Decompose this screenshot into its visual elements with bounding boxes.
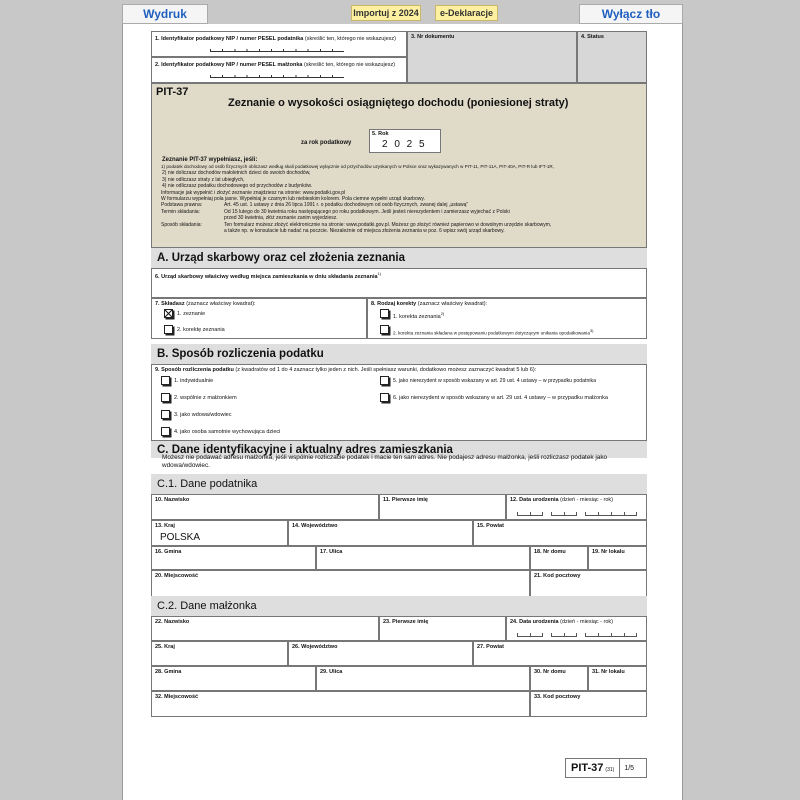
- nip-spouse-digit-line: [210, 75, 344, 78]
- footer-version: (31): [605, 767, 615, 773]
- f22-label: 22. Nazwisko: [155, 619, 190, 625]
- f30-label: 30. Nr domu: [534, 669, 566, 675]
- f24-label: 24. Data urodzenia: [510, 619, 559, 625]
- voivodeship-field[interactable]: [288, 520, 473, 546]
- spouse-house-number-field[interactable]: [530, 666, 588, 691]
- year-field[interactable]: [369, 129, 441, 153]
- checkbox-widow[interactable]: [161, 410, 170, 419]
- e-deklaracje-button[interactable]: e-Deklaracje: [435, 5, 498, 21]
- year-label: 5. Rok: [372, 131, 389, 137]
- section-c2-header: C.2. Dane małżonka: [151, 596, 647, 616]
- info-text: Informacje jak wypełnić i złożyć zeznanie znajdziesz na stronie: www.podatki.gov.pl: [161, 189, 346, 196]
- option-widow-label: 3. jako wdowa/wdowiec: [174, 412, 232, 418]
- nip-digit-line: [210, 49, 344, 52]
- f27-label: 27. Powiat: [477, 644, 504, 650]
- spouse-apartment-number-field[interactable]: [588, 666, 647, 691]
- background-toggle-button[interactable]: Wyłącz tło: [579, 4, 683, 24]
- conditions-list: [161, 164, 645, 234]
- spouse-county-field[interactable]: [473, 641, 647, 666]
- footer-code-box: [565, 758, 647, 778]
- house-number-field[interactable]: [530, 546, 588, 570]
- f13-label: 13. Kraj: [155, 523, 175, 529]
- legal-text: Art. 45 ust. 1 ustawy z dnia 26 lipca 1991 r. o podatku dochodowym od osób fizycznych, zwanej dalej „ustawą”: [224, 202, 469, 209]
- footer-form-code: PIT-37: [571, 762, 604, 774]
- spouse-country-field[interactable]: [151, 641, 288, 666]
- spouse-surname-field[interactable]: [151, 616, 379, 641]
- option-korekta-label: 2. korektę zeznania: [177, 327, 225, 333]
- f25-label: 25. Kraj: [155, 644, 175, 650]
- option-zeznanie-label: 1. zeznanie: [177, 311, 206, 317]
- submission-type-field: [151, 298, 367, 339]
- country-field[interactable]: [151, 520, 288, 546]
- f15-label: 15. Powiat: [477, 523, 504, 529]
- f4-label: 4. Status: [581, 34, 604, 40]
- deadline-text-cont: przed 30 kwietnia, złóż zeznanie zanim wyjedziesz.: [224, 215, 338, 222]
- spouse-birth-date-field[interactable]: [506, 616, 647, 641]
- spouse-birth-day-box: [517, 633, 543, 637]
- birth-date-field[interactable]: [506, 494, 647, 520]
- spouse-first-name-field[interactable]: [379, 616, 506, 641]
- f1-note: (skreślić ten, którego nie wskazujesz): [304, 36, 396, 42]
- option-nonresident-taxpayer-label: 5. jako nierezydent w sposób wskazany w art. 29 ust. 4 ustawy – w przypadku podatnika: [393, 378, 596, 384]
- f7-label: 7. Składasz: [155, 301, 185, 307]
- status-field: [577, 31, 647, 83]
- f2-sublabel: / numer PESEL małżonka: [236, 62, 303, 68]
- print-button[interactable]: Wydruk: [122, 4, 208, 24]
- condition-item: 1) podatek dochodowy od osób fizycznych obliczasz według skali podatkowej wyłącznie od przychodów uzyskanych w Polsce oraz wykazywanych w PIT-11, PIT-11A, PIT-40A, PIT-R lub IFT-1R,: [161, 164, 555, 169]
- checkbox-single-parent[interactable]: [161, 427, 170, 436]
- f28-label: 28. Gmina: [155, 669, 182, 675]
- intro-heading: Zeznanie PIT-37 wypełniasz, jeśli:: [162, 157, 258, 163]
- f14-label: 14. Województwo: [292, 523, 338, 529]
- f18-label: 18. Nr domu: [534, 549, 566, 555]
- first-name-field[interactable]: [379, 494, 506, 520]
- spouse-city-field[interactable]: [151, 691, 530, 717]
- f6-footnote: 1): [377, 271, 382, 276]
- f8-opt2-footnote: 3): [589, 328, 594, 333]
- street-field[interactable]: [316, 546, 530, 570]
- tax-office-field[interactable]: [151, 268, 647, 298]
- section-a-header: A. Urząd skarbowy oraz cel złożenia zeznania: [151, 248, 647, 268]
- option-jointly-label: 2. wspólnie z małżonkiem: [174, 395, 237, 401]
- f6-label: 6. Urząd skarbowy właściwy według miejsca zamieszkania w dniu składania zeznania: [155, 273, 378, 280]
- option-korekta-zeznania-label: 1. korekta zeznania$^{2)}$: [393, 311, 445, 320]
- city-field[interactable]: [151, 570, 530, 598]
- f3-label: 3. Nr dokumentu: [411, 34, 455, 40]
- option-nonresident-spouse-label: 6. jako nierezydent w sposób wskazany w art. 29 ust. 4 ustawy – w przypadku małżonka: [393, 395, 608, 401]
- form-title: Zeznanie o wysokości osiągniętego dochodu (poniesionej straty): [228, 97, 569, 109]
- municipality-field[interactable]: [151, 546, 316, 570]
- section-b-header: B. Sposób rozliczenia podatku: [151, 344, 647, 364]
- f19-label: 19. Nr lokalu: [592, 549, 625, 555]
- f17-label: 17. Ulica: [320, 549, 343, 555]
- footer-page-number: 1/5: [624, 764, 635, 772]
- f16-label: 16. Gmina: [155, 549, 182, 555]
- option-individually-label: 1. indywidualnie: [174, 378, 214, 384]
- nip-pesel-spouse-field[interactable]: [151, 57, 407, 83]
- title-block: [151, 83, 647, 248]
- condition-item: 4) nie odliczasz podatku dochodowego od przychodów z budynków.: [162, 183, 313, 190]
- f31-label: 31. Nr lokalu: [592, 669, 625, 675]
- f8-note: (zaznacz właściwy kwadrat):: [417, 301, 488, 307]
- condition-item: 3) nie odliczasz straty z lat ubiegłych,: [162, 176, 245, 183]
- settlement-method-field: [151, 364, 647, 441]
- f29-label: 29. Ulica: [320, 669, 343, 675]
- f21-label: 21. Kod pocztowy: [534, 573, 581, 579]
- postal-code-field[interactable]: [530, 570, 647, 598]
- deadline-text: Od 15 lutego do 30 kwietnia roku następującego po roku podatkowym. Jeśli jesteś nierezydentem i zamierzasz wyjechać z Polski: [224, 208, 510, 215]
- f12-label: 12. Data urodzenia: [510, 497, 559, 503]
- checkbox-korekta-unikanie[interactable]: [380, 325, 389, 334]
- f8-label: 8. Rodzaj korekty: [371, 301, 417, 307]
- checkbox-nonresident-spouse[interactable]: [380, 393, 389, 402]
- year-value: 2 0 2 5: [382, 139, 427, 150]
- f11-label: 11. Pierwsze imię: [383, 497, 428, 503]
- import-button[interactable]: Importuj z 2024: [351, 5, 421, 21]
- f9-note: (z kwadratów od 1 do 4 zaznacz tylko jeden z nich. Jeśli spełniasz warunki, dodatkowo możesz zaznaczyć kwadrat 5 lub 6):: [235, 367, 537, 373]
- f20-label: 20. Miejscowość: [155, 573, 199, 579]
- checkbox-korekta[interactable]: [164, 325, 173, 334]
- spouse-municipality-field[interactable]: [151, 666, 316, 691]
- method-label: Sposób składania:: [161, 221, 202, 228]
- f7-note: (zaznacz właściwy kwadrat):: [186, 301, 256, 307]
- check-x-icon: [164, 309, 173, 318]
- spouse-birth-month-box: [551, 633, 577, 637]
- apartment-number-field[interactable]: [588, 546, 647, 570]
- birth-year-box: [585, 512, 637, 516]
- checkbox-jointly[interactable]: [161, 393, 170, 402]
- f10-label: 10. Nazwisko: [155, 497, 190, 503]
- section-c1-header: C.1. Dane podatnika: [151, 474, 647, 494]
- f9-label: 9. Sposób rozliczenia podatku: [155, 367, 234, 373]
- checkbox-zeznanie[interactable]: [164, 309, 173, 318]
- option-single-parent-label: 4. jako osoba samotnie wychowująca dzieci: [174, 429, 281, 435]
- f33-label: 33. Kod pocztowy: [534, 694, 581, 700]
- section-c-header: C. Dane identyfikacyjne i aktualny adres zamieszkania: [151, 441, 647, 458]
- nip-pesel-taxpayer-field[interactable]: [151, 31, 407, 57]
- f8-opt1-footnote: 2): [440, 311, 445, 316]
- form-code: PIT-37: [156, 86, 189, 98]
- f12-note: (dzień - miesiąc - rok): [560, 497, 614, 503]
- f1-sublabel: / numer PESEL podatnika: [236, 36, 304, 42]
- method-text: Ten formularz możesz złożyć elektronicznie na stronie: www.podatki.gov.pl. Możesz go złożyć również papierowo w dowolnym urzędzie skarbowym,: [224, 221, 552, 228]
- info-text: W formularzu wypełniaj pola jasne. Wypełniaj je czarnym lub niebieskim kolorem. Pola ciemne wypełni urząd skarbowy.: [161, 196, 425, 203]
- f2-note: (skreślić ten, którego nie wskazujesz): [303, 62, 396, 68]
- option-korekta-unikanie-label: 2. korekta zeznania składana w postępowaniu podatkowym dotyczącym unikania opodatkowania$^{3)}$: [393, 328, 594, 336]
- f1-label: 1. Identyfikator podatkowy NIP: [155, 36, 235, 42]
- spouse-voivodeship-field[interactable]: [288, 641, 473, 666]
- method-text-cont: a także np. w konsulacie lub nadać na poczcie. Niezależnie od miejsca złożenia zeznania w poz. 6 wpisz swój urząd skarbowy.: [224, 228, 505, 235]
- f2-label: 2. Identyfikator podatkowy NIP: [155, 62, 235, 68]
- f26-label: 26. Województwo: [292, 644, 338, 650]
- section-c-note: Możesz nie podawać adresu małżonka, jeśli wspólnie rozliczacie podatek i macie ten sam adres. Nie podajesz adresu małżonka, jeśli rozliczasz podatek jako wdowa/wdowiec.: [162, 454, 608, 469]
- checkbox-individually[interactable]: [161, 376, 170, 385]
- condition-item: 2) nie doliczasz dochodów małoletnich dzieci do swoich dochodów,: [162, 170, 311, 177]
- surname-field[interactable]: [151, 494, 379, 520]
- year-prefix: za rok podatkowy: [301, 140, 352, 146]
- f32-label: 32. Miejscowość: [155, 694, 199, 700]
- county-field[interactable]: [473, 520, 647, 546]
- legal-label: Podstawa prawna:: [161, 202, 203, 209]
- spouse-postal-code-field[interactable]: [530, 691, 647, 717]
- spouse-birth-year-box: [585, 633, 637, 637]
- deadline-label: Termin składania:: [161, 208, 200, 215]
- birth-month-box: [551, 512, 577, 516]
- birth-day-box: [517, 512, 543, 516]
- checkbox-nonresident-taxpayer[interactable]: [380, 376, 389, 385]
- correction-type-field: [367, 298, 647, 339]
- country-value: POLSKA: [160, 532, 201, 543]
- spouse-street-field[interactable]: [316, 666, 530, 691]
- checkbox-korekta-zeznania[interactable]: [380, 309, 389, 318]
- document-number-field: [407, 31, 577, 83]
- f24-note: (dzień - miesiąc - rok): [560, 619, 614, 625]
- f23-label: 23. Pierwsze imię: [383, 619, 429, 625]
